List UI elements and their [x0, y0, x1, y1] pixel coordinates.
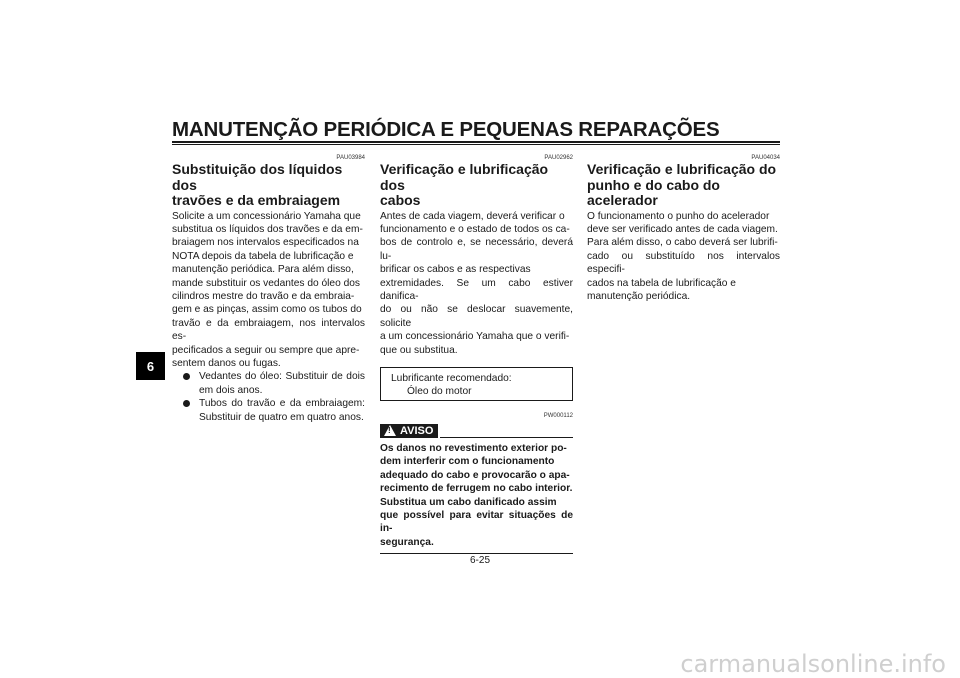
- warning-rule: [440, 437, 573, 438]
- section-body: [587, 210, 780, 304]
- body-line: cilindros mestre do travão e da embraia-: [172, 290, 355, 302]
- body-line: NOTA depois da tabela de lubrificação e: [172, 250, 354, 262]
- section-body: [172, 210, 365, 371]
- body-line: gem e as pinças, assim como os tubos do: [172, 304, 362, 316]
- body-line: cados na tabela de lubrificação e: [587, 277, 736, 289]
- warning-line: Substitua um cabo danificado assim: [380, 496, 557, 508]
- body-line: sentem danos ou fugas.: [172, 357, 281, 369]
- lubricant-label: Lubrificante recomendado:: [391, 372, 512, 384]
- body-line: Para além disso, o cabo deverá ser lubrifi-: [587, 237, 778, 249]
- column-throttle: [587, 154, 780, 303]
- section-code: PAU04034: [751, 155, 780, 161]
- body-line: manutenção periódica. Para além disso,: [172, 264, 354, 276]
- body-line: cado ou substituído nos intervalos especifi-: [587, 250, 780, 276]
- section-heading: Substituição dos líquidos dos travões e da embraiagem: [172, 161, 343, 208]
- body-line: pecificados a seguir ou sempre que apre-: [172, 344, 360, 356]
- list-item: Tubos do travão e da embraiagem: Substituir de quatro em quatro anos.: [172, 397, 365, 424]
- lubricant-box: [380, 367, 573, 401]
- warning-line: que possível para evitar situações de in-: [380, 510, 573, 535]
- warning-header: [380, 424, 573, 438]
- body-line: Solicite a um concessionário Yamaha que: [172, 210, 361, 222]
- body-line: travão e da embraiagem, nos intervalos es-: [172, 317, 365, 343]
- warning-line: Os danos no revestimento exterior po-: [380, 442, 567, 454]
- warning-code: PW000112: [543, 412, 573, 419]
- body-line: Antes de cada viagem, deverá verificar o: [380, 210, 565, 222]
- warning-triangle-icon: !: [384, 425, 396, 436]
- page-title: MANUTENÇÃO PERIÓDICA E PEQUENAS REPARAÇÕES: [172, 118, 720, 141]
- section-code: PAU02962: [544, 155, 573, 161]
- warning-line: recimento de ferrugem no cabo interior.: [380, 483, 573, 495]
- section-code: PAU03984: [336, 155, 365, 161]
- bullet-list: [172, 370, 365, 424]
- column-cables: [380, 154, 573, 554]
- list-item: Vedantes do óleo: Substituir de dois em dois anos.: [172, 370, 365, 397]
- column-brake-fluid: [172, 154, 365, 424]
- body-line: brificar os cabos e as respectivas: [380, 264, 531, 276]
- warning-line: dem interferir com o funcionamento: [380, 456, 555, 468]
- bullet-icon: [183, 373, 190, 380]
- body-line: extremidades. Se um cabo estiver danifica-: [380, 277, 573, 302]
- body-line: a um concessionário Yamaha que o verifi-: [380, 331, 570, 343]
- body-line: que ou substitua.: [380, 344, 458, 356]
- warning-line: adequado do cabo e provocarão o apa-: [380, 469, 570, 481]
- body-line: funcionamento e o estado de todos os ca-: [380, 223, 570, 235]
- body-line: deve ser verificado antes de cada viagem.: [587, 223, 778, 235]
- warning-text: [380, 442, 573, 549]
- section-heading: Verificação e lubrificação dos cabos: [380, 161, 549, 208]
- warning-line: segurança.: [380, 536, 434, 548]
- body-line: bos de controlo e, se necessário, deverá lu-: [380, 237, 573, 262]
- body-line: braiagem nos intervalos especificados na: [172, 237, 359, 249]
- title-rule-thin: [172, 144, 780, 145]
- bullet-icon: [183, 400, 190, 407]
- warning-badge: [380, 424, 438, 438]
- body-line: O funcionamento o punho do acelerador: [587, 210, 770, 222]
- body-line: do ou não se deslocar suavemente, solicite: [380, 304, 573, 329]
- section-heading: Verificação e lubrificação do punho e do cabo do acelerador: [587, 161, 777, 208]
- body-line: mande substituir os vedantes do óleo dos: [172, 277, 361, 289]
- watermark: carmanualsonline.info: [680, 650, 946, 678]
- title-rule: [172, 141, 780, 143]
- body-line: substitua os líquidos dos travões e da em-: [172, 223, 363, 235]
- lubricant-value: Óleo do motor: [407, 385, 472, 397]
- page-number: 6-25: [469, 555, 490, 566]
- chapter-tab: 6: [136, 352, 165, 380]
- warning-label: AVISO: [400, 424, 434, 437]
- section-body: [380, 210, 573, 357]
- body-line: manutenção periódica.: [587, 290, 691, 302]
